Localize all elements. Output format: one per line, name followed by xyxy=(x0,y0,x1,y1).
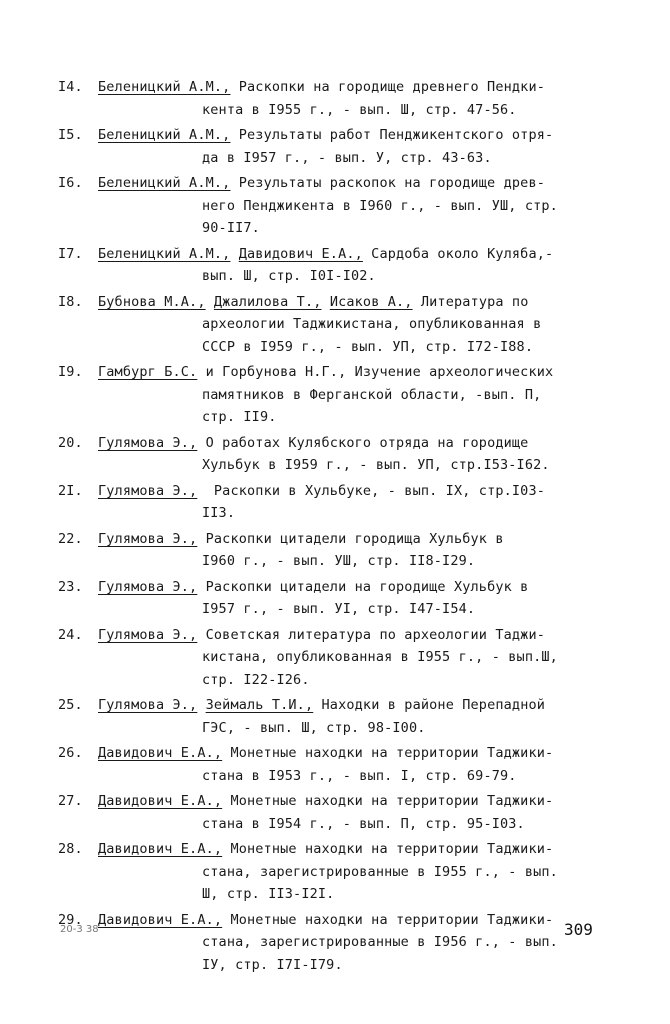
entry-continuation-line: кента в I955 г., - вып. Ш, стр. 47-56. xyxy=(202,101,517,118)
entry-continuation-line: кистана, опубликованная в I955 г., - вып.Ш, xyxy=(202,649,558,665)
author-name: Давидович Е.А., xyxy=(98,911,223,928)
bibliography-entry xyxy=(58,838,618,906)
entry-title-text: Раскопки цитадели на городище Хульбук в xyxy=(197,578,529,595)
entry-continuation-line: I957 г., - вып. УI, стр. I47-I54. xyxy=(202,601,476,617)
entry-title-text: Результаты раскопок на городище древ- xyxy=(230,175,546,191)
entry-title-text: Находки в районе Перепадной xyxy=(313,697,546,713)
entry-first-line xyxy=(98,432,618,455)
entry-continuation-line: него Пенджикента в I960 г., - вып. УШ, стр. xyxy=(202,197,558,214)
entry-title-text: Раскопки цитадели городища Хульбук в xyxy=(197,530,504,547)
entry-first-line xyxy=(98,624,618,647)
entry-continuation-line: IУ, стр. I7I-I79. xyxy=(202,956,343,973)
entry-number: 24. xyxy=(58,626,83,643)
entry-continuation-line: I960 г., - вып. УШ, стр. II8-I29. xyxy=(202,553,476,569)
entry-continuation-line: стана, зарегистрированные в I956 г., - вып. xyxy=(202,934,558,950)
entry-continuation-line: памятников в Ферганской области, -вып. П, xyxy=(202,386,542,403)
entry-title-text: О работах Кулябского отряда на городище xyxy=(197,434,529,451)
author-name: Бубнова М.А., xyxy=(98,293,206,310)
bibliography-entry xyxy=(58,742,618,787)
entry-first-line xyxy=(98,742,618,765)
entry-number: 28. xyxy=(58,841,83,857)
author-name: Давидович Е.А., xyxy=(98,745,223,761)
entry-continuation-line: вып. Ш, стр. I0I-I02. xyxy=(202,268,376,284)
author-name: Гулямова Э., xyxy=(98,530,198,547)
entry-number: I9. xyxy=(58,364,83,380)
entry-title-text: Раскопки на городище древнего Пендки- xyxy=(230,79,546,95)
entry-title-text: Сардоба около Куляба,- xyxy=(362,245,554,262)
print-code: 20-3 38 xyxy=(60,924,99,935)
bibliography-entry xyxy=(58,624,618,692)
entry-number: I5. xyxy=(58,127,83,143)
entry-continuation-line: археологии Таджикистана, опубликованная в xyxy=(202,316,542,332)
bibliography-entry xyxy=(58,361,618,429)
entry-continuation-line: стр. I22-I26. xyxy=(202,671,310,688)
author-name: Давидович Е.А., xyxy=(98,841,223,857)
entry-first-line xyxy=(98,838,618,861)
author-name: Гулямова Э., xyxy=(98,578,198,595)
entry-title-text: Раскопки в Хульбуке, - вып. IX, стр.I03- xyxy=(197,482,546,499)
author-name: Гамбург Б.С. xyxy=(98,364,198,380)
entry-number: 20. xyxy=(58,434,83,451)
author-name: Гулямова Э., xyxy=(98,434,198,451)
author-name: Давидович Е.А., xyxy=(238,245,363,262)
entry-continuation-line: да в I957 г., - вып. У, стр. 43-63. xyxy=(202,149,492,166)
entry-title-text: Результаты работ Пенджикентского отря- xyxy=(230,127,554,143)
bibliography-entry xyxy=(58,243,618,288)
bibliography-list xyxy=(58,76,618,979)
author-name: Давидович Е.А., xyxy=(98,793,223,809)
entry-first-line xyxy=(98,124,618,147)
entry-title-text: Монетные находки на территории Таджики- xyxy=(222,841,554,857)
entry-continuation-line: Хульбук в I959 г., - вып. УП, стр.I53-I62. xyxy=(202,457,550,473)
author-name: Беленицкий А.М., xyxy=(98,127,231,143)
entry-first-line xyxy=(98,790,618,813)
entry-continuation-line: 90-II7. xyxy=(202,220,260,236)
entry-number: 26. xyxy=(58,745,83,761)
bibliography-entry xyxy=(58,909,618,977)
author-name: Гулямова Э., xyxy=(98,626,198,643)
author-name: Гулямова Э., xyxy=(98,697,198,713)
entry-number: 23. xyxy=(58,578,83,595)
entry-first-line xyxy=(98,480,618,503)
entry-continuation-line: СССР в I959 г., - вып. УП, стр. I72-I88. xyxy=(202,338,534,355)
author-name: Исаков А., xyxy=(329,293,413,310)
entry-first-line xyxy=(98,909,618,932)
bibliography-entry xyxy=(58,124,618,169)
bibliography-entry xyxy=(58,76,618,121)
entry-first-line xyxy=(98,694,618,717)
entry-first-line xyxy=(98,528,618,551)
page-number: 309 xyxy=(564,920,593,939)
entry-number: I7. xyxy=(58,245,83,262)
entry-title-text: и Горбунова Н.Г., Изучение археологических xyxy=(197,364,554,380)
author-name: Беленицкий А.М., xyxy=(98,245,231,262)
entry-number: I6. xyxy=(58,175,83,191)
entry-number: I4. xyxy=(58,79,83,95)
entry-continuation-line: стр. II9. xyxy=(202,409,277,425)
entry-title-text: Советская литература по археологии Таджи- xyxy=(197,626,546,643)
entry-continuation-line: Ш, стр. II3-I2I. xyxy=(202,886,335,902)
entry-first-line xyxy=(98,76,618,99)
author-name: Беленицкий А.М., xyxy=(98,175,231,191)
author-name: Зеймаль Т.И., xyxy=(205,697,314,713)
entry-first-line xyxy=(98,243,618,266)
entry-continuation-line: стана в I953 г., - вып. I, стр. 69-79. xyxy=(202,767,517,784)
bibliography-entry xyxy=(58,790,618,835)
bibliography-entry xyxy=(58,694,618,739)
bibliography-entry xyxy=(58,291,618,359)
bibliography-entry xyxy=(58,480,618,525)
entry-title-text: Монетные находки на территории Таджики- xyxy=(222,911,554,928)
entry-continuation-line: стана, зарегистрированные в I955 г., - вып. xyxy=(202,863,558,880)
entry-number: 29. xyxy=(58,911,83,928)
author-name: Беленицкий А.М., xyxy=(98,79,231,95)
entry-first-line xyxy=(98,291,618,314)
bibliography-entry xyxy=(58,172,618,240)
entry-number: 2I. xyxy=(58,482,83,499)
entry-continuation-line: ГЭС, - вып. Ш, стр. 98-I00. xyxy=(202,719,426,736)
entry-continuation-line: II3. xyxy=(202,505,236,521)
entry-first-line xyxy=(98,576,618,599)
entry-title-text: Монетные находки на территории Таджики- xyxy=(222,745,554,761)
entry-number: 22. xyxy=(58,530,83,547)
entry-first-line xyxy=(98,361,618,384)
entry-title-text: Литература по xyxy=(412,293,529,310)
entry-title-text: Монетные находки на территории Таджики- xyxy=(222,793,554,809)
entry-number: 25. xyxy=(58,697,83,713)
entry-number: 27. xyxy=(58,793,83,809)
author-name: Джалилова Т., xyxy=(213,293,322,310)
entry-first-line xyxy=(98,172,618,195)
author-name: Гулямова Э., xyxy=(98,482,198,499)
entry-number: I8. xyxy=(58,293,83,310)
bibliography-entry xyxy=(58,432,618,477)
entry-continuation-line: стана в I954 г., - вып. П, стр. 95-I03. xyxy=(202,815,525,832)
bibliography-entry xyxy=(58,576,618,621)
bibliography-entry xyxy=(58,528,618,573)
